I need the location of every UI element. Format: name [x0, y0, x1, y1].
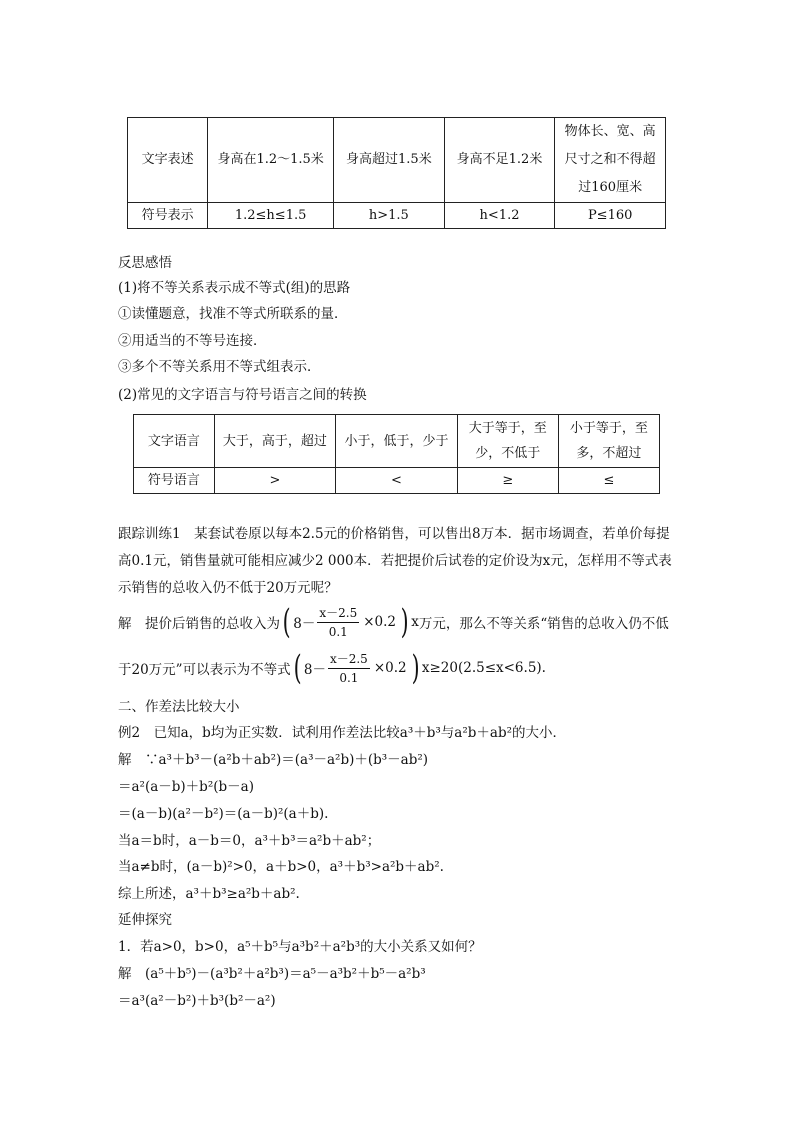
left-paren: ( [293, 648, 302, 688]
extension-title: 延伸探究 [118, 912, 172, 928]
solution-line: ＝(a－b)(a²－b²)＝(a－b)²(a＋b). [118, 806, 329, 822]
math-term: ×0.2 [373, 660, 407, 676]
table-cell: < [336, 468, 458, 494]
math-term: ×0.2 [363, 614, 396, 630]
table-cell: h>1.5 [334, 203, 445, 229]
table-cell: 文字表述 [128, 118, 208, 203]
fraction-denominator: 0.1 [328, 624, 348, 639]
table-cell: > [214, 468, 336, 494]
table-cell: 符号表示 [128, 203, 208, 229]
table-cell: 符号语言 [134, 468, 215, 494]
table-cell: 小于等于，至多，不超过 [558, 415, 659, 468]
reflection-line: ③多个不等关系用不等式组表示． [118, 359, 321, 375]
language-conversion-table [133, 414, 660, 494]
math-var: x [411, 614, 419, 630]
math-term: 8－ [293, 616, 316, 632]
fraction [328, 652, 370, 685]
fraction-denominator: 0.1 [339, 670, 359, 685]
table-cell: 大于，高于，超过 [214, 415, 336, 468]
reflection-line: (1)将不等关系表示成不等式(组)的思路 [118, 280, 351, 296]
table-cell: 1.2≤h≤1.5 [208, 203, 334, 229]
reflection-title: 反思感悟 [118, 255, 172, 271]
table-cell: 物体长、宽、高尺寸之和不得超过160厘米 [555, 118, 666, 203]
solution-text: 解 提价后销售的总收入为 [118, 616, 280, 632]
table-cell: P≤160 [555, 203, 666, 229]
solution-line: 解 ∵a³＋b³－(a²b＋ab²)＝(a³－a²b)＋(b³－ab²) [118, 752, 429, 768]
reflection-line: ②用适当的不等号连接． [118, 333, 267, 349]
height-inequality-table [127, 117, 666, 229]
solution-line: ＝a³(a²－b²)＋b³(b²－a²) [118, 993, 276, 1009]
table-cell: 身高不足1.2米 [444, 118, 555, 203]
solution-line: 综上所述，a³＋b³≥a²b＋ab². [118, 886, 300, 902]
table-cell: ≥ [457, 468, 558, 494]
exercise-1-solution-line-2 [118, 646, 546, 690]
solution-text: 于20万元”可以表示为不等式 [118, 662, 291, 678]
solution-line: 当a≠b时，(a－b)²>0，a＋b>0，a³＋b³>a²b＋ab². [118, 859, 444, 875]
table-cell: h<1.2 [444, 203, 555, 229]
right-paren: ) [411, 648, 420, 688]
fraction-numerator: x－2.5 [317, 606, 359, 623]
table-cell: 身高在1.2～1.5米 [208, 118, 334, 203]
fraction-numerator: x－2.5 [328, 652, 370, 669]
section-title: 二、作差法比较大小 [118, 699, 240, 715]
fraction [317, 606, 359, 639]
right-paren: ) [400, 602, 409, 642]
table-cell: 大于等于，至少，不低于 [457, 415, 558, 468]
extension-question: 1．若a>0，b>0，a⁵＋b⁵与a³b²＋a²b³的大小关系又如何？ [118, 939, 482, 955]
exercise-1-text: 跟踪训练1 某套试卷原以每本2.5元的价格销售，可以售出8万本．据市场调查，若单价每提高0.1元，销售量就可能相应减少2 000本．若把提价后试卷的定价设为x元，怎样用不等式表示销售的总收入仍不低于20万元呢？ [118, 526, 672, 596]
solution-line: 当a＝b时，a－b＝0，a³＋b³＝a²b＋ab²； [118, 833, 381, 849]
table-cell: 小于，低于，少于 [336, 415, 458, 468]
exercise-1-solution-line-1 [118, 600, 669, 644]
solution-text: 万元，那么不等关系“销售的总收入仍不低 [418, 616, 669, 632]
solution-line: ＝a²(a－b)＋b²(b－a) [118, 779, 254, 795]
solution-line: 解 (a⁵＋b⁵)－(a³b²＋a²b³)＝a⁵－a³b²＋b⁵－a²b³ [118, 966, 426, 982]
table-cell: 身高超过1.5米 [334, 118, 445, 203]
solution-text: x≥20(2.5≤x<6.5). [421, 660, 546, 676]
example-2: 例2 已知a，b均为正实数．试利用作差法比较a³＋b³与a²b＋ab²的大小． [118, 725, 566, 741]
reflection-line: (2)常见的文字语言与符号语言之间的转换 [118, 387, 367, 403]
left-paren: ( [282, 602, 291, 642]
table-cell: ≤ [558, 468, 659, 494]
math-term: 8－ [303, 662, 326, 678]
table-cell: 文字语言 [134, 415, 215, 468]
reflection-line: ①读懂题意，找准不等式所联系的量． [118, 306, 348, 322]
